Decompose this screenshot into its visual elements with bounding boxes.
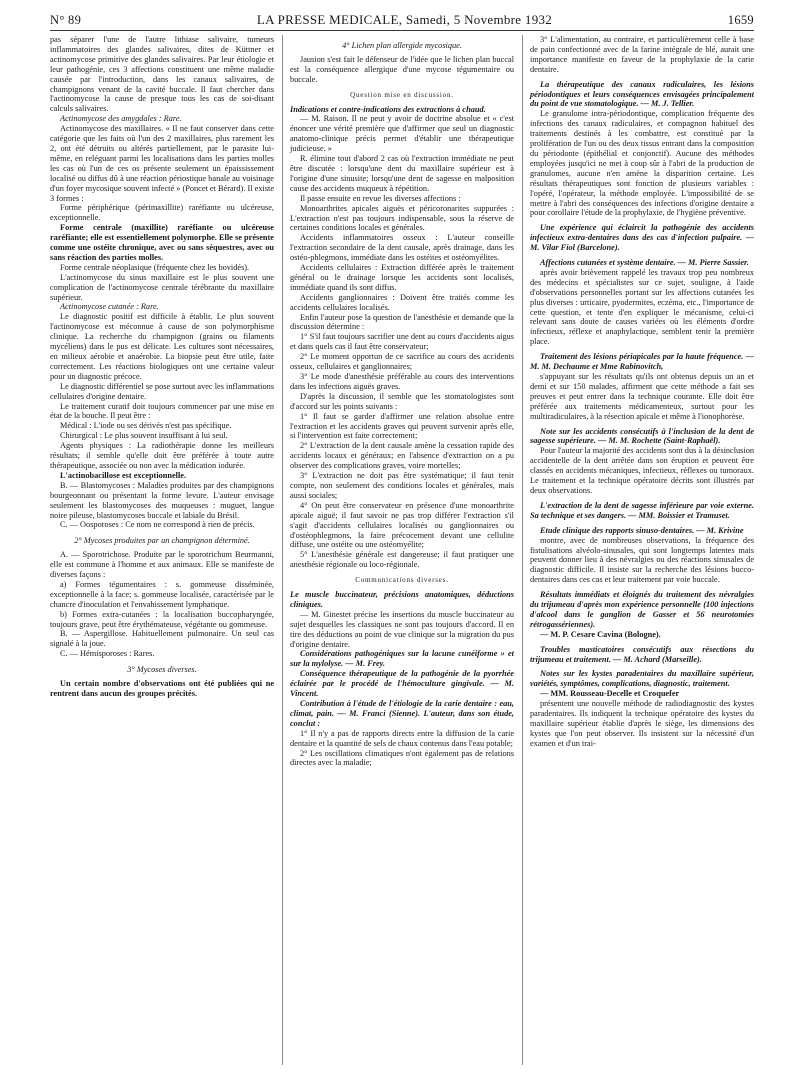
article-title: Résultats immédiats et éloignés du traitement des névralgies du trijumeau d'après mon expérience personnelle (100 injections d'alcool dans le ganglion de Gasser et 56 neurotomies rétrogassériennes). [530, 590, 754, 629]
issue-number: N° 89 [50, 13, 82, 27]
paragraph: A. — Sporotrichose. Produite par le sporotrichum Beurmanni, elle est commune à l'homme et aux animaux. Elle se manifeste de diverses façons : [50, 550, 274, 580]
paragraph: — M. P. Cesare Cavina (Bologne). [540, 629, 661, 639]
paragraph: Enfin l'auteur pose la question de l'anesthésie et demande que la discussion détermine : [290, 312, 514, 332]
article-title: Affections cutanées et système dentaire. — M. Pierre Sassier. [540, 258, 749, 268]
article-title: Troubles masticatoires consécutifs aux résections du trijumeau et traitement. — M. Achard (Marseille). [530, 644, 754, 664]
paragraph: après avoir brièvement rappelé les travaux trop peu nombreux des médecins et spécialistes sur ce sujet, souligne, à l'aide d'observations personnelles portant sur les affections cutanées les plus diverses : urticaire, pyodermites, eczéma, etc., l'importance de cette question, et tente d'en expliquer le mécanisme, celui-ci relevant sans doute de causes variées où les éléments d'ordre infectieux, réflexe et anaphylactique, semblent tenir la première place. [530, 267, 754, 347]
paragraph: Le diagnostic positif est difficile à établir. Le plus souvent l'actinomycose est méconnue à cause de son polymorphisme clinique. La recherche du champignon (grains ou filaments mycéliens) dans le pus est délicate. Les cultures sont nécessaires, en milieux aérobie et anaérobie. La biopsie peut être utile, faite correctement. Les réactions biologiques ont une certaine valeur pour un diagnostic précoce. [50, 312, 274, 381]
paragraph: Actinomycose cutanée : Rare. [60, 302, 159, 312]
paragraph: Médical : L'iode ou ses dérivés n'est pas spécifique. [60, 421, 232, 431]
paragraph: D'après la discussion, il semble que les stomatologistes sont d'accord sur les points suivants : [290, 391, 514, 411]
paragraph: L'actinobacillose est exceptionnelle. [60, 470, 187, 480]
column-1 [50, 35, 274, 1065]
running-header [50, 12, 754, 31]
paragraph: 3° Le mode d'anesthésie préférable au cours des interventions dans les infections aiguës graves. [290, 372, 514, 391]
article-title: Considérations pathogéniques sur la lacune cunéiforme » et sur la mylolyse. — M. Frey. [290, 649, 514, 669]
page-number: 1659 [727, 13, 754, 27]
paragraph: Actinomycose des amygdales : Rare. [60, 114, 182, 124]
article-title: Une expérience qui éclaircit la pathogénie des accidents infectieux extra-dentaires dans des cas d'infection pulpaire. — M. Vilar Fiol (Barcelone). [530, 223, 754, 253]
section-heading: 4° Lichen plan allergide mycosique. [342, 41, 462, 50]
paragraph: 2° Le moment opportun de ce sacrifice au cours des accidents osseux, cellulaires et ganglionnaires; [290, 352, 514, 372]
paragraph: b) Formes extra-cutanées : la localisation buccopharyngée, toujours grave, peut être érythémateuse, végétante ou gommeuse. [50, 609, 274, 629]
journal-title: LA PRESSE MEDICALE, Samedi, 5 Novembre 1932 [256, 12, 553, 27]
paragraph: a) Formes tégumentaires : s. gommeuse disséminée, exceptionnelle à la face; s. gommeuse localisée, caractérisée par le chancre d'inoculation et l'envahissement lymphatique. [50, 579, 274, 609]
paragraph: Pour l'auteur la majorité des accidents sont dus à la désinclusion accidentelle de la dent arrêtée dans son éruption et peuvent être classés en accidents mécaniques, infectieux, réflexes ou tumoraux. Le traitement et la technique opératoire décrits sont illustrés par deux observations. [530, 446, 754, 495]
section-heading: Communications diverses. [355, 576, 449, 585]
paragraph: Monoarthrites apicales aiguës et péricoronarites suppurées : L'extraction n'est pas toujours indispensable, sous la réserve de certaines conditions locales et générales. [290, 203, 514, 233]
article-title: Note sur les accidents consécutifs à l'inclusion de la dent de sagesse supérieure. — M. M. Rochette (Saint-Raphaël). [530, 426, 754, 446]
paragraph: Chirurgical : Le plus souvent insuffisant à lui seul. [60, 431, 228, 441]
paragraph: Le diagnostic différentiel se pose surtout avec les inflammations cellulaires d'origine dentaire. [50, 381, 274, 401]
article-title: Contribution à l'étude de l'étiologie de la carie dentaire : eau, climat, pain. — M. Franci (Sienne). L'auteur, dans son étude, conclut : [290, 699, 514, 728]
paragraph: 4° On peut être conservateur en présence d'une monoarthrite apicale aiguë; il faut savoir ne pas trop différer l'extraction s'il s'agit d'accidents cellulaires localisés ou ganglionnaires ou d'ostéophlegmons, la faire précocement devant une cellulite diffuse, une ostéite ou une ostéomyélite; [290, 500, 514, 550]
paragraph: 5° L'anesthésie générale est dangereuse; il faut pratiquer une anesthésie régionale ou loco-régionale. [290, 550, 514, 570]
paragraph: s'appuyant sur les résultats qu'ils ont obtenus depuis un an et demi et sur 150 malades, affirment que cette méthode a fait ses preuves et peut entrer dans la technique courante. Elle doit être préférée aux traitements médicamenteux, surtout pour les multiradiculaires, à la résection apicale et même à l'ionophorèse. [530, 372, 754, 421]
article-title: Traitement des lésions périapicales par la haute fréquence. — M. M. Dechaume et Mme Rabinovitch, [530, 352, 754, 372]
paragraph: C. — Oosporoses : Ce nom ne correspond à rien de précis. [60, 520, 255, 530]
paragraph: Il passe ensuite en revue les diverses affections : [300, 193, 461, 203]
paragraph: Jausion s'est fait le défenseur de l'idée que le lichen plan buccal est la conséquence allergique d'une mycose tégumentaire ou buccale. [290, 54, 514, 84]
paragraph: — MM. Rousseau-Decelle et Croquefer [540, 689, 680, 699]
paragraph: 3° L'alimentation, au contraire, et particulièrement celle à base de pain confectionné avec de la farine intégrale de blé, aurait une importance manifeste en faveur de la prophylaxie de la carie dentaire. [530, 35, 754, 74]
paragraph: Agents physiques : La radiothérapie donne les meilleurs résultats; il semble qu'elle doit être préférée à toute autre thérapeutique, associée ou non avec la médication iodurée. [50, 441, 274, 470]
article-title: Notes sur les kystes paradentaires du maxillaire supérieur, variétés, symptômes, complications, diagnostic, traitement. [530, 669, 754, 689]
column-2 [282, 35, 514, 1065]
column-3 [522, 35, 754, 1065]
paragraph: 2° Les oscillations climatiques n'ont également pas de relations directes avec la maladie; [290, 748, 514, 768]
paragraph: 1° Il n'y a pas de rapports directs entre la diffusion de la carie dentaire et la quantité de sels de chaux contenus dans l'eau potable; [290, 728, 514, 748]
paragraph: Le traitement curatif doit toujours commencer par une mise en état de la bouche. Il peut être : [50, 401, 274, 421]
article-title: Etude clinique des rapports sinuso-dentaires. — M. Krivine [540, 525, 744, 535]
article-title: Le muscle buccinateur, précisions anatomiques, déductions cliniques. [290, 590, 514, 609]
paragraph: présentent une nouvelle méthode de radiodiagnostic des kystes paradentaires. Ils indiquent la technique opératoire des kystes du maxillaire supérieur établie d'après le siège, les dimensions des kystes que l'on peut observer. Ils insistent sur la nécessité d'un examen et d'un trai- [530, 699, 754, 748]
article-title: La thérapeutique des canaux radiculaires, les lésions périodontiques et leurs conséquences envisagées principalement du point de vue stomatologique. — M. J. Tellier. [530, 79, 754, 109]
paragraph: Un certain nombre d'observations ont été publiées qui ne rentrent dans aucun des groupes précités. [50, 679, 274, 698]
paragraph: C. — Hémisporoses : Rares. [60, 649, 155, 659]
paragraph: 3° L'extraction ne doit pas être systématique; il faut tenir compte, non seulement des conditions locales et générales, mais aussi sociales; [290, 471, 514, 500]
paragraph: Forme centrale néoplasique (fréquente chez les bovidés). [60, 262, 250, 272]
paragraph: Accidents cellulaires : Extraction différée après le traitement général ou le drainage lorsque les accidents sont localisés, immédiate quand ils sont diffus. [290, 263, 514, 292]
paragraph: — M. Raison. Il ne peut y avoir de doctrine absolue et « c'est énoncer une vérité première que d'affirmer que seul un diagnostic anatomo-clinique précis permet d'établir une thérapeutique judicieuse. » [290, 114, 514, 154]
section-heading: 2° Mycoses produites par un champignon déterminé. [74, 536, 250, 546]
paragraph: R. élimine tout d'abord 2 cas où l'extraction immédiate ne peut être discutée : lorsqu'une dent du maxillaire supérieur est à l'origine d'une sinusite; lorsqu'une dent de sagesse en malposition cause des accidents muqueux à répétition. [290, 154, 514, 193]
paragraph: — M. Ginestet précise les insertions du muscle buccinateur au sujet desquelles les classiques ne sont pas toujours d'accord. Il en tire des déductions au point de vue clinique sur la migration du pus d'origine dentaire. [290, 609, 514, 649]
paragraph: Accidents ganglionnaires : Doivent être traités comme les accidents cellulaires localisés. [290, 292, 514, 312]
section-heading: Question mise en discussion. [350, 90, 454, 99]
paragraph: Accidents inflammatoires osseux : L'auteur conseille l'extraction secondaire de la dent causale, après drainage, dans les ostéo-phlegmons, immédiate dans les ostéites et ostéomyélites. [290, 233, 514, 263]
paragraph: L'actinomycose du sinus maxillaire est le plus souvent une complication de l'actinomycose centrale térébrante du maxillaire supérieur. [50, 272, 274, 302]
paragraph: B. — Aspergillose. Habituellement pulmonaire. Un seul cas signalé à la joue. [50, 629, 274, 649]
paragraph: montre, avec de nombreuses observations, la fréquence des fistulisations alvéolo-sinusales, qui sont longtemps latentes mais peuvent donner lieu à des névralgies ou des réactions sinusales de diagnostic difficile. Il insiste sur la recherche des lésions bucco-dentaires dans ces cas et leur traitement par voie buccale. [530, 535, 754, 585]
paragraph: 2° L'extraction de la dent causale amène la cessation rapide des accidents locaux et généraux; en l'absence d'extraction on a pu observer des complications graves, voire mortelles; [290, 441, 514, 471]
paragraph: Forme périphérique (périmaxillite) raréfiante ou ulcéreuse, exceptionnelle. [50, 203, 274, 223]
paragraph: 1° S'il faut toujours sacrifier une dent au cours d'accidents aigus et dans quels cas il faut être conservateur; [290, 332, 514, 352]
paragraph: Le granulome intra-périodontique, complication fréquente des infections des canaux radiculaires, et compagnon habituel des traitements destinés à les combattre, est constitué par la prolifération de l'un ou des deux tissus entrant dans la composition du périodonte (épithélial et conjonctif). Aucune des méthodes employées jusqu'ici ne met à coup sûr à l'abri de la production de granulomes, aucune n'en amène la disparition certaine. Les résultats thérapeutiques sont fonction de plusieurs variables : l'opéré, l'opérateur, la méthode employée. L'impossibilité de se mettre à l'abri des conséquences des infections d'origine dentaire a pour corollaire l'étude de la prophylaxie, de l'hygiène préventive. [530, 109, 754, 218]
paragraph: Forme centrale (maxillite) raréfiante ou ulcéreuse raréfiante; elle est essentiellement polymorphe. Elle se présente comme une ostéite chronique, avec ou sans séquestres, avec ou sans réaction des parties molles. [50, 223, 274, 262]
article-title: L'extraction de la dent de sagesse inférieure par voie externe. Sa technique et ses dangers. — MM. Boissier et Tramuset. [530, 500, 754, 520]
section-heading: 3° Mycoses diverses. [127, 665, 197, 675]
paragraph: Actinomycose des maxillaires. « Il ne faut conserver dans cette catégorie que les faits où l'un des 2 maxillaires, plus rarement les 2, ont été détruits ou altérés partiellement, par le parasite lui-même, en reléguant parmi les localisations dans les parties molles les cas où l'un de ces os présente seulement un épaississement localisé ou diffus dû à une réaction périostique banale au voisinage d'un foyer mycosique souvent infecté » (Poncet et Bérard). Il existe 3 formes : [50, 124, 274, 203]
paragraph: 1° Il faut se garder d'affirmer une relation absolue entre l'extraction et les accidents graves qui peuvent survenir après elle, si l'intervention est faite correctement; [290, 411, 514, 441]
article-title: Conséquence thérapeutique de la pathogénie de la pyorrhée éclairée par le procédé de l'hémoculture gingivale. — M. Vincent. [290, 669, 514, 699]
paragraph: B. — Blastomycoses : Maladies produites par des champignons bourgeonnant ou présentant la forme levure. L'auteur envisage seulement les blastomycoses des muqueuses : muguet, langue noire pileuse, blastomycoses buccale et labiale du Brésil. [50, 480, 274, 520]
article-title: Indications et contre-indications des extractions à chaud. [290, 104, 486, 114]
paragraph: pas séparer l'une de l'autre lithiase salivaire, tumeurs inflammatoires des glandes salivaires, dites de Küttner et actinomycose primitive des glandes salivaires. Par leur étiologie et leur pathogénie, ces 3 affections constituent une même maladie causée par l'introduction, dans les canaux salivaires, de champignons venant de la cavité buccale. Il faut chercher dans l'actinomycose la cause de presque tous les cas de soi-disant calculs salivaires. [50, 35, 274, 114]
